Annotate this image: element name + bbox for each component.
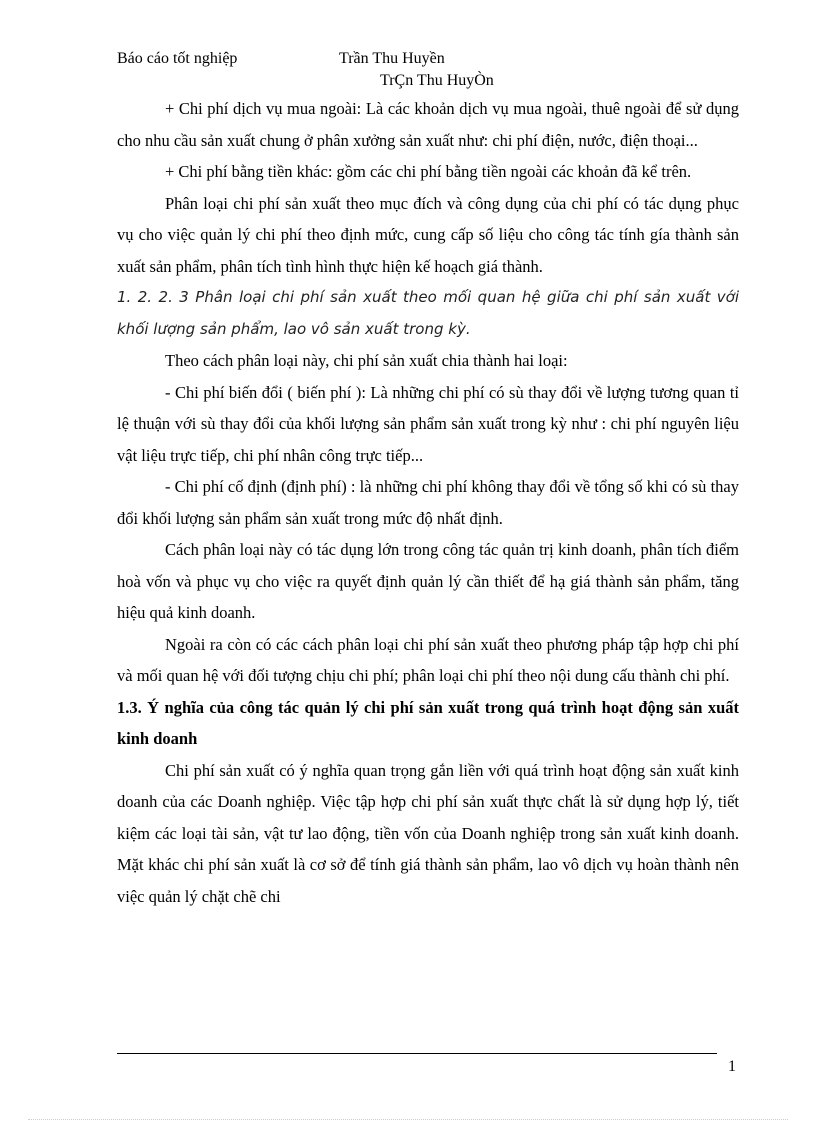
paragraph-two-types: Theo cách phân loại này, chi phí sản xuất chia thành hai loại: — [165, 351, 568, 370]
paragraph-variable-costs: - Chi phí biến đổi ( biến phí ): Là những chi phí có sù thay đổi về lượng tương quan tỉ lệ thuận với sù thay đổi của khối lượng sản phẩm sản xuất trong kỳ như : chi phí nguyên liệu vật liệu trực tiếp, chi phí nhân công trực tiếp... — [117, 382, 739, 465]
paragraph-outsourced-services: + Chi phí dịch vụ mua ngoài: Là các khoản dịch vụ mua ngoài, thuê ngoài để sử dụng cho nhu cầu sản xuất chung ở phân xưởng sản xuất như: chi phí điện, nước, điện thoại... — [117, 99, 739, 150]
page-bottom-edge — [28, 1119, 788, 1120]
paragraph-other-classifications: Ngoài ra còn có các cách phân loại chi phí sản xuất theo phương pháp tập hợp chi phí và mối quan hệ với đối tượng chịu chi phí; phân loại chi phí theo nội dung cấu thành chi phí. — [117, 634, 739, 685]
paragraph-significance: Chi phí sản xuất có ý nghĩa quan trọng gắn liền với quá trình hoạt động sản xuất kinh doanh của các Doanh nghiệp. Việc tập hợp chi phí sản xuất thực chất là sử dụng hợp lý, tiết kiệm các loại tài sản, vật tư lao động, tiền vốn của Doanh nghiệp trong sản xuất kinh doanh. Mặt khác chi phí sản xuất là cơ sở để tính giá thành sản phẩm, lao vô dịch vụ hoàn thành nên việc quản lý chặt chẽ chi — [117, 760, 739, 906]
paragraph-classification-effect: Cách phân loại này có tác dụng lớn trong công tác quản trị kinh doanh, phân tích điểm hoà vốn và phục vụ cho việc ra quyết định quản lý cần thiết để hạ giá thành sản phẩm, tăng hiệu quả kinh doanh. — [117, 540, 739, 622]
subsection-heading-1-2-2-3: 1. 2. 2. 3 Phân loại chi phí sản xuất theo mối quan hệ giữa chi phí sản xuất với khối lượng sản phẩm, lao vô sản xuất trong kỳ. — [117, 288, 739, 338]
body-text — [117, 93, 739, 912]
page-number: 1 — [728, 1058, 736, 1075]
header-author-garbled: TrÇn Thu HuyÒn — [380, 72, 494, 89]
paragraph-other-cash-costs: + Chi phí bằng tiền khác: gồm các chi phí bằng tiền ngoài các khoản đã kể trên. — [165, 162, 692, 181]
header-report-title: Báo cáo tốt nghiệp — [117, 50, 238, 67]
footer-divider — [117, 1053, 717, 1054]
paragraph-fixed-costs: - Chi phí cố định (định phí) : là những chi phí không thay đổi về tổng số khi có sù thay đổi khối lượng sản phẩm sản xuất trong mức độ nhất định. — [117, 477, 739, 528]
paragraph-classification-purpose: Phân loại chi phí sản xuất theo mục đích và công dụng của chi phí có tác dụng phục vụ cho việc quản lý chi phí theo định mức, cung cấp số liệu cho công tác tính gía thành sản xuất sản phẩm, phân tích tình hình thực hiện kế hoạch giá thành. — [117, 193, 739, 276]
header-author: Trần Thu Huyền — [339, 50, 445, 67]
section-heading-1-3: 1.3. Ý nghĩa của công tác quản lý chi phí sản xuất trong quá trình hoạt động sản xuất kinh doanh — [117, 697, 739, 748]
